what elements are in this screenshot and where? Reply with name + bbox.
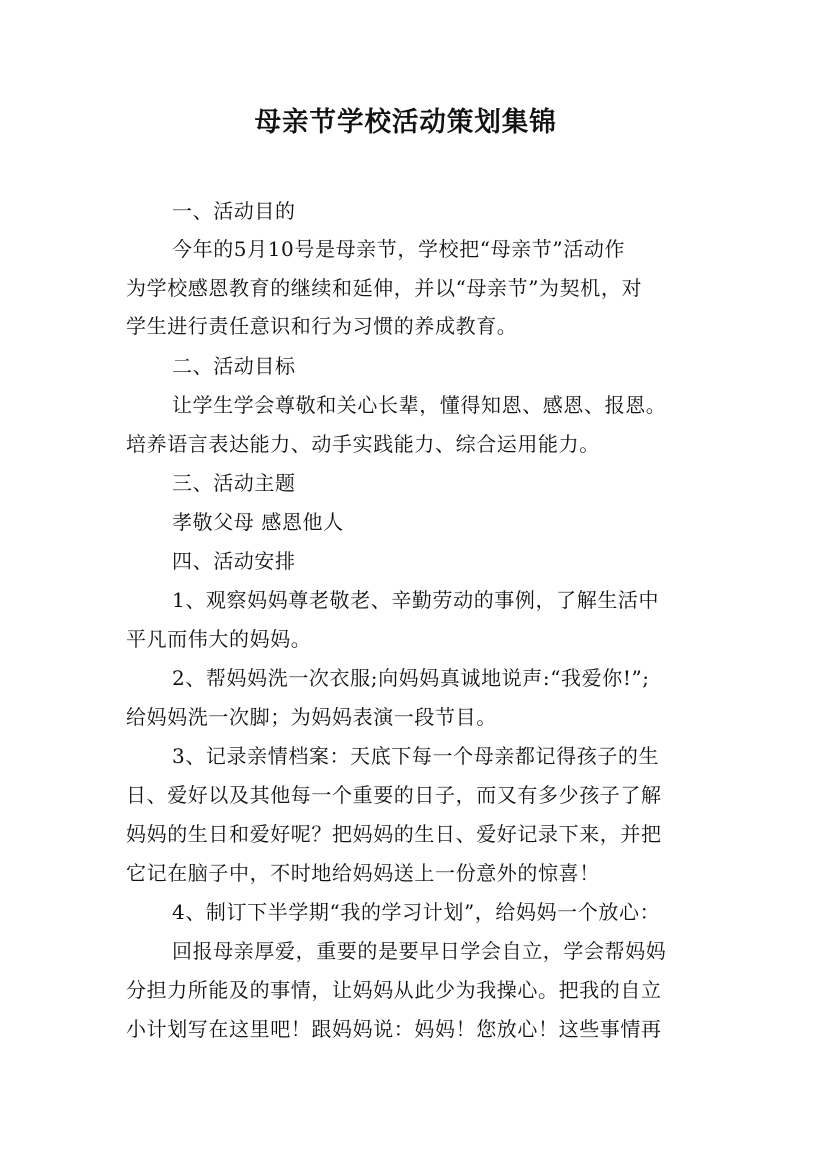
paragraph-line: 2、帮妈妈洗一次衣服;向妈妈真诚地说声:“我爱你!”; <box>172 666 650 690</box>
paragraph-line: 4、制订下半学期“我的学习计划”，给妈妈一个放心： <box>172 900 661 924</box>
paragraph-line: 让学生学会尊敬和关心长辈，懂得知恩、感恩、报恩。 <box>172 393 667 417</box>
paragraph-line: 培养语言表达能力、动手实践能力、综合运用能力。 <box>126 432 600 456</box>
section-heading-purpose: 一、活动目的 <box>172 199 296 223</box>
paragraph-line: 日、爱好以及其他每一个重要的日子，而又有多少孩子了解 <box>126 783 662 807</box>
section-heading-theme: 三、活动主题 <box>172 471 296 495</box>
paragraph-line: 3、记录亲情档案：天底下每一个母亲都记得孩子的生 <box>172 744 660 768</box>
paragraph-line: 它记在脑子中，不时地给妈妈送上一份意外的惊喜！ <box>126 861 600 885</box>
paragraph-line: 今年的5月10号是母亲节，学校把“母亲节”活动作 <box>172 237 626 261</box>
paragraph-line: 妈妈的生日和爱好呢？把妈妈的生日、爱好记录下来，并把 <box>126 822 662 846</box>
section-heading-goal: 二、活动目标 <box>172 354 296 378</box>
paragraph-line: 回报母亲厚爱，重要的是要早日学会自立，学会帮妈妈 <box>172 939 667 963</box>
section-heading-arrangement: 四、活动安排 <box>172 549 296 573</box>
paragraph-line: 小计划写在这里吧！跟妈妈说：妈妈！您放心！这些事情再 <box>126 1017 662 1041</box>
paragraph-line: 1、观察妈妈尊老敬老、辛勤劳动的事例，了解生活中 <box>172 588 660 612</box>
paragraph-line: 为学校感恩教育的继续和延伸，并以“母亲节”为契机，对 <box>126 276 643 300</box>
paragraph-line: 给妈妈洗一次脚；为妈妈表演一段节目。 <box>126 705 497 729</box>
document-title: 母亲节学校活动策划集锦 <box>254 107 557 138</box>
paragraph-line: 孝敬父母 感恩他人 <box>172 510 344 534</box>
paragraph-line: 分担力所能及的事情，让妈妈从此少为我操心。把我的自立 <box>126 978 662 1002</box>
paragraph-line: 平凡而伟大的妈妈。 <box>126 627 312 651</box>
paragraph-line: 学生进行责任意识和行为习惯的养成教育。 <box>126 314 518 338</box>
